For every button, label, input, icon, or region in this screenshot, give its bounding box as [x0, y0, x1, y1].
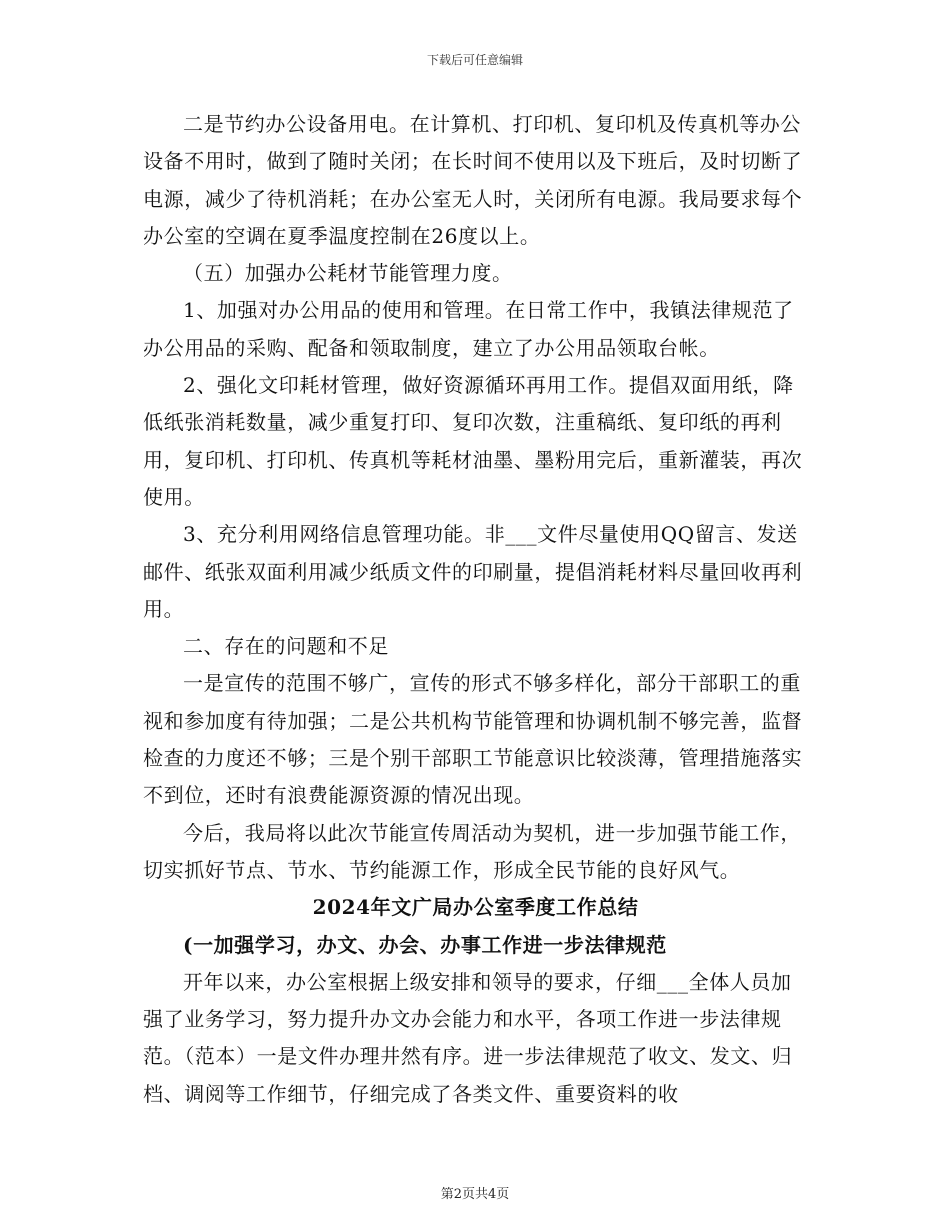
paragraph-printing-consumables: 2、强化文印耗材管理，做好资源循环再用工作。提倡双面用纸，降低纸张消耗数量，减少重复打印、复印次数，注重稿纸、复印纸的再利用，复印机、打印机、传真机等耗材油墨、墨粉用完后，重新灌装，再次使用。	[143, 373, 803, 509]
subheading-consumables: （五）加强办公耗材节能管理力度。	[183, 261, 513, 286]
paragraph-office-equipment-power: 二是节约办公设备用电。在计算机、打印机、复印机及传真机等办公设备不用时，做到了随时关闭；在长时间不使用以及下班后，及时切断了电源，减少了待机消耗；在办公室无人时，关闭所有电源。我局要求每个办公室的空调在夏季温度控制在26度以上。	[143, 112, 803, 248]
paragraph-work-summary: 开年以来，办公室根据上级安排和领导的要求，仔细___全体人员加强了业务学习，努力提升办文办会能力和水平，各项工作进一步法律规范。（范本）一是文件办理井然有序。进一步法律规范了收文、发文、归档、调阅等工作细节，仔细完成了各类文件、重要资料的收	[143, 969, 793, 1106]
page-footer: 第2页共4页	[440, 1187, 510, 1202]
document-body	[143, 106, 808, 1113]
section-heading: (一加强学习，办文、办会、办事工作进一步法律规范	[183, 932, 667, 957]
paragraph-network-management: 3、充分利用网络信息管理功能。非___文件尽量使用QQ留言、发送邮件、纸张双面利用减少纸质文件的印刷量，提倡消耗材料尽量回收再利用。	[143, 522, 803, 621]
document-title: 2024年文广局办公室季度工作总结	[312, 895, 639, 920]
subheading-problems: 二、存在的问题和不足	[183, 634, 389, 659]
paragraph-problems: 一是宣传的范围不够广，宣传的形式不够多样化，部分干部职工的重视和参加度有待加强；二是公共机构节能管理和协调机制不够完善，监督检查的力度还不够；三是个别干部职工节能意识比较淡薄，管理措施落实不到位，还时有浪费能源资源的情况出现。	[143, 671, 803, 808]
paragraph-office-supplies: 1、加强对办公用品的使用和管理。在日常工作中，我镇法律规范了办公用品的采购、配备和领取制度，建立了办公用品领取台帐。	[143, 298, 794, 360]
page-header: 下载后可任意编辑	[426, 53, 523, 67]
paragraph-future: 今后，我局将以此次节能宣传周活动为契机，进一步加强节能工作，切实抓好节点、节水、节约能源工作，形成全民节能的良好风气。	[143, 820, 801, 882]
